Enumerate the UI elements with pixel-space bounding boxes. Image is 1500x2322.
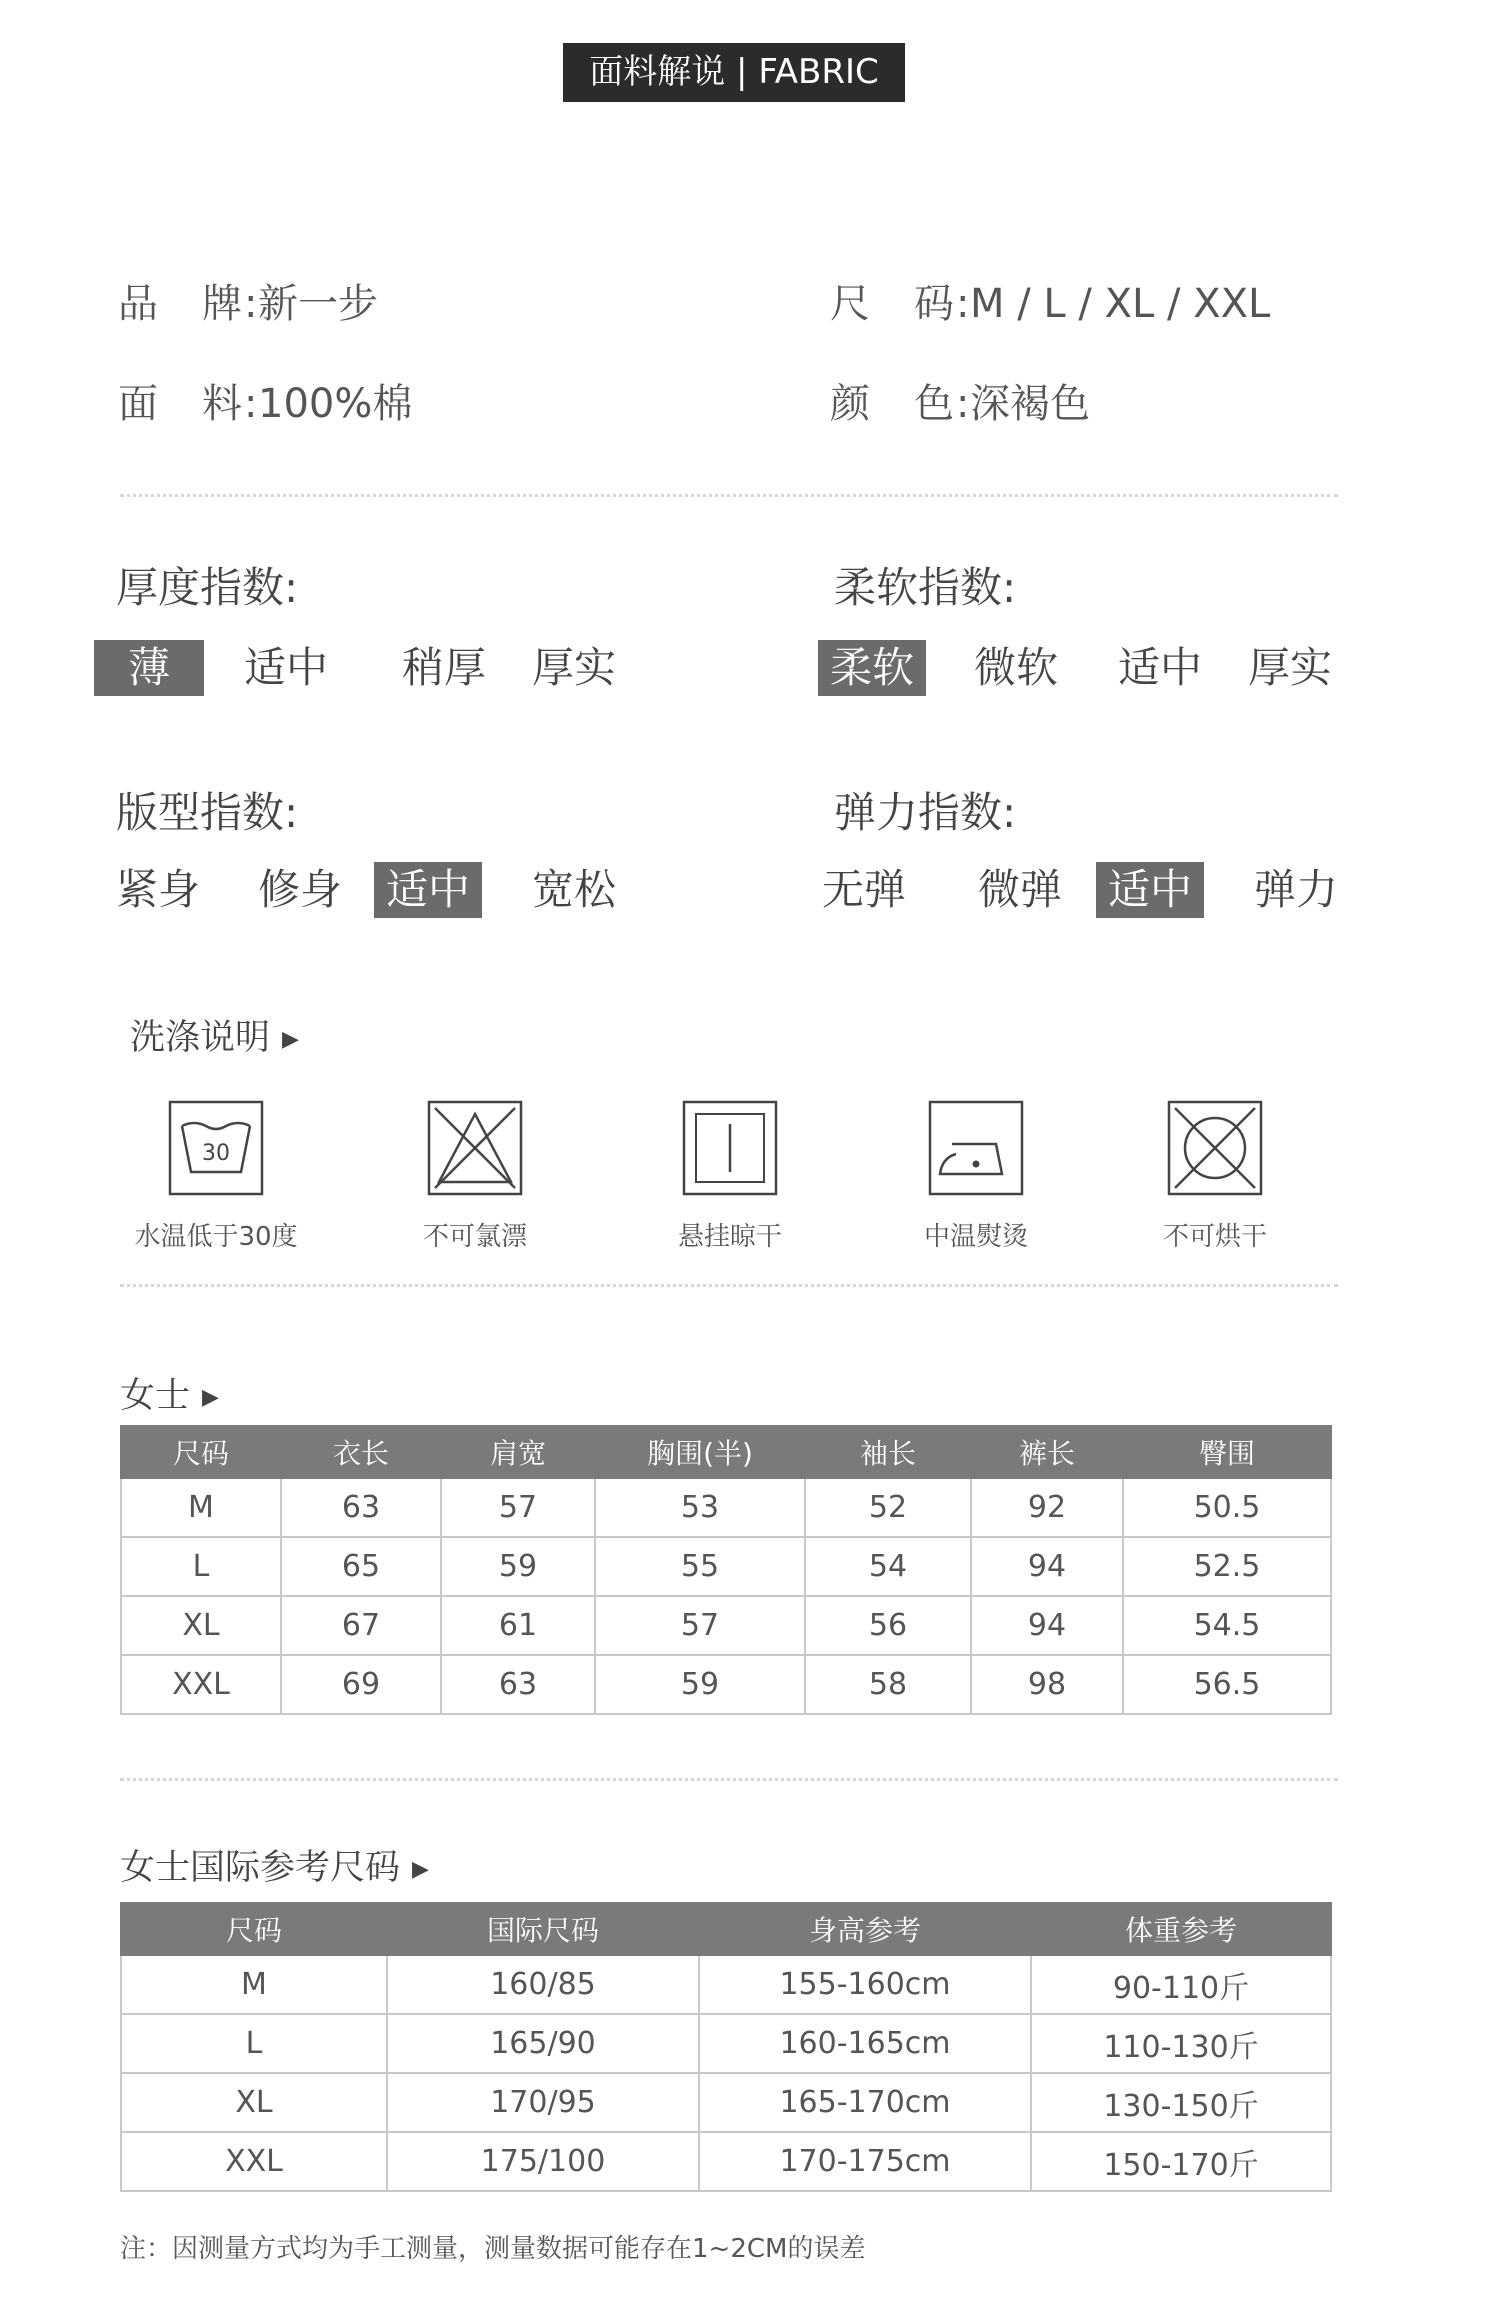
table-cell: 160/85 — [387, 1955, 699, 2014]
thickness-option-thick: 厚实 — [532, 643, 617, 692]
table-cell: 175/100 — [387, 2132, 699, 2191]
table-cell: 155-160cm — [699, 1955, 1031, 2014]
elasticity-option-stretch: 弹力 — [1254, 865, 1339, 914]
table-cell: M — [121, 1478, 281, 1537]
softness-option-firm: 厚实 — [1248, 643, 1333, 692]
no-bleach-icon — [427, 1100, 523, 1196]
table-cell: 165/90 — [387, 2014, 699, 2073]
divider — [120, 494, 1338, 497]
divider — [120, 1284, 1338, 1287]
table-cell: XXL — [121, 1655, 281, 1714]
size-info — [830, 272, 1270, 329]
womens-size-table — [120, 1425, 1332, 1715]
table-cell: XXL — [121, 2132, 387, 2191]
table-cell: 130-150斤 — [1031, 2073, 1331, 2132]
brand-value: 新一步 — [258, 281, 378, 327]
table-cell: 53 — [595, 1478, 805, 1537]
divider — [120, 1778, 1338, 1781]
fit-options — [104, 862, 664, 918]
column-header: 胸围(半) — [595, 1426, 805, 1478]
table-cell: 92 — [971, 1478, 1123, 1537]
brand-label: 品 牌: — [118, 281, 260, 327]
table-cell: M — [121, 1955, 387, 2014]
table-cell: 61 — [441, 1596, 595, 1655]
intl-title — [120, 1840, 429, 1890]
table-cell: 63 — [281, 1478, 441, 1537]
hang-dry-icon — [682, 1100, 778, 1196]
size-value: M / L / XL / XXL — [970, 281, 1271, 327]
fit-option-regular: 适中 — [374, 862, 482, 918]
wash-30-icon — [168, 1100, 264, 1196]
washing-title — [130, 1010, 299, 1060]
triangle-right-icon: ▶ — [412, 1856, 429, 1882]
no-tumble-dry-icon — [1167, 1100, 1263, 1196]
care-item-iron — [871, 1100, 1081, 1253]
table-cell: 67 — [281, 1596, 441, 1655]
table-cell: 94 — [971, 1537, 1123, 1596]
thickness-option-slightly-thick: 稍厚 — [402, 643, 487, 692]
care-label-bleach: 不可氯漂 — [422, 1222, 527, 1252]
table-cell: 52.5 — [1123, 1537, 1331, 1596]
iron-medium-icon — [928, 1100, 1024, 1196]
womens-title-text: 女士 — [120, 1376, 191, 1416]
table-cell: 69 — [281, 1655, 441, 1714]
table-cell: 59 — [441, 1537, 595, 1596]
fit-option-loose: 宽松 — [532, 865, 617, 914]
column-header: 袖长 — [805, 1426, 971, 1478]
table-cell: 65 — [281, 1537, 441, 1596]
table-cell: 110-130斤 — [1031, 2014, 1331, 2073]
table-cell: XL — [121, 1596, 281, 1655]
intl-size-table — [120, 1902, 1332, 2192]
column-header: 尺码 — [121, 1426, 281, 1478]
softness-option-slightly-soft: 微软 — [974, 643, 1059, 692]
table-row — [121, 1537, 1331, 1596]
column-header: 衣长 — [281, 1426, 441, 1478]
softness-option-medium: 适中 — [1118, 643, 1203, 692]
table-cell: 59 — [595, 1655, 805, 1714]
wash-temp-number: 30 — [202, 1141, 230, 1166]
table-cell: 170/95 — [387, 2073, 699, 2132]
elasticity-option-slight: 微弹 — [978, 865, 1063, 914]
column-header: 臀围 — [1123, 1426, 1331, 1478]
table-cell: 170-175cm — [699, 2132, 1031, 2191]
care-item-wash — [111, 1100, 321, 1253]
fabric-label: 面 料: — [118, 381, 260, 427]
washing-title-text: 洗涤说明 — [130, 1018, 271, 1058]
color-label: 颜 色: — [830, 381, 972, 427]
table-cell: 160-165cm — [699, 2014, 1031, 2073]
intl-title-text: 女士国际参考尺码 — [120, 1848, 401, 1888]
table-cell: 90-110斤 — [1031, 1955, 1331, 2014]
table-cell: 94 — [971, 1596, 1123, 1655]
table-cell: 56.5 — [1123, 1655, 1331, 1714]
column-header: 肩宽 — [441, 1426, 595, 1478]
table-row — [121, 1955, 1331, 2014]
table-cell: 56 — [805, 1596, 971, 1655]
table-cell: L — [121, 1537, 281, 1596]
table-row — [121, 2132, 1331, 2191]
fit-option-tight: 紧身 — [116, 865, 201, 914]
table-cell: 63 — [441, 1655, 595, 1714]
table-cell: 55 — [595, 1537, 805, 1596]
care-item-tumble — [1110, 1100, 1320, 1253]
table-cell: 57 — [595, 1596, 805, 1655]
elasticity-option-none: 无弹 — [822, 865, 907, 914]
table-cell: XL — [121, 2073, 387, 2132]
thickness-option-medium: 适中 — [244, 643, 329, 692]
fit-title: 版型指数: — [116, 788, 299, 837]
table-row — [121, 2014, 1331, 2073]
fit-option-slim: 修身 — [258, 865, 343, 914]
thickness-option-thin: 薄 — [94, 640, 204, 696]
thickness-title: 厚度指数: — [116, 563, 299, 612]
softness-option-soft: 柔软 — [818, 640, 926, 696]
care-item-dry — [625, 1100, 835, 1253]
table-cell: L — [121, 2014, 387, 2073]
column-header: 身高参考 — [699, 1903, 1031, 1955]
elasticity-title: 弹力指数: — [834, 788, 1017, 837]
softness-options — [818, 640, 1358, 696]
table-cell: 50.5 — [1123, 1478, 1331, 1537]
measurement-note: 注：因测量方式均为手工测量，测量数据可能存在1~2CM的误差 — [120, 2234, 866, 2264]
table-cell: 54.5 — [1123, 1596, 1331, 1655]
table-cell: 57 — [441, 1478, 595, 1537]
table-cell: 54 — [805, 1537, 971, 1596]
womens-title — [120, 1368, 219, 1418]
fabric-info — [118, 372, 412, 429]
table-cell: 165-170cm — [699, 2073, 1031, 2132]
color-value: 深褐色 — [970, 381, 1090, 427]
column-header: 尺码 — [121, 1903, 387, 1955]
page-banner: 面料解说 | FABRIC — [563, 43, 905, 102]
table-header-row — [121, 1426, 1331, 1478]
size-label: 尺 码: — [830, 281, 972, 327]
elasticity-option-medium: 适中 — [1096, 862, 1204, 918]
softness-title: 柔软指数: — [834, 563, 1017, 612]
column-header: 裤长 — [971, 1426, 1123, 1478]
triangle-right-icon: ▶ — [202, 1384, 219, 1410]
care-label-wash: 水温低于30度 — [134, 1222, 298, 1252]
color-info — [830, 372, 1090, 429]
table-cell: 58 — [805, 1655, 971, 1714]
table-row — [121, 1478, 1331, 1537]
table-header-row — [121, 1903, 1331, 1955]
care-label-dry: 悬挂晾干 — [677, 1222, 782, 1252]
fabric-value: 100%棉 — [258, 381, 413, 427]
table-cell: 52 — [805, 1478, 971, 1537]
column-header: 国际尺码 — [387, 1903, 699, 1955]
table-row — [121, 2073, 1331, 2132]
care-label-tumble: 不可烘干 — [1162, 1222, 1267, 1252]
thickness-options — [94, 640, 654, 696]
table-row — [121, 1655, 1331, 1714]
elasticity-options — [810, 862, 1370, 918]
triangle-right-icon: ▶ — [282, 1026, 299, 1052]
table-row — [121, 1596, 1331, 1655]
table-cell: 150-170斤 — [1031, 2132, 1331, 2191]
care-item-bleach — [370, 1100, 580, 1253]
care-label-iron: 中温熨烫 — [923, 1222, 1028, 1252]
brand-info — [118, 272, 378, 329]
table-cell: 98 — [971, 1655, 1123, 1714]
column-header: 体重参考 — [1031, 1903, 1331, 1955]
